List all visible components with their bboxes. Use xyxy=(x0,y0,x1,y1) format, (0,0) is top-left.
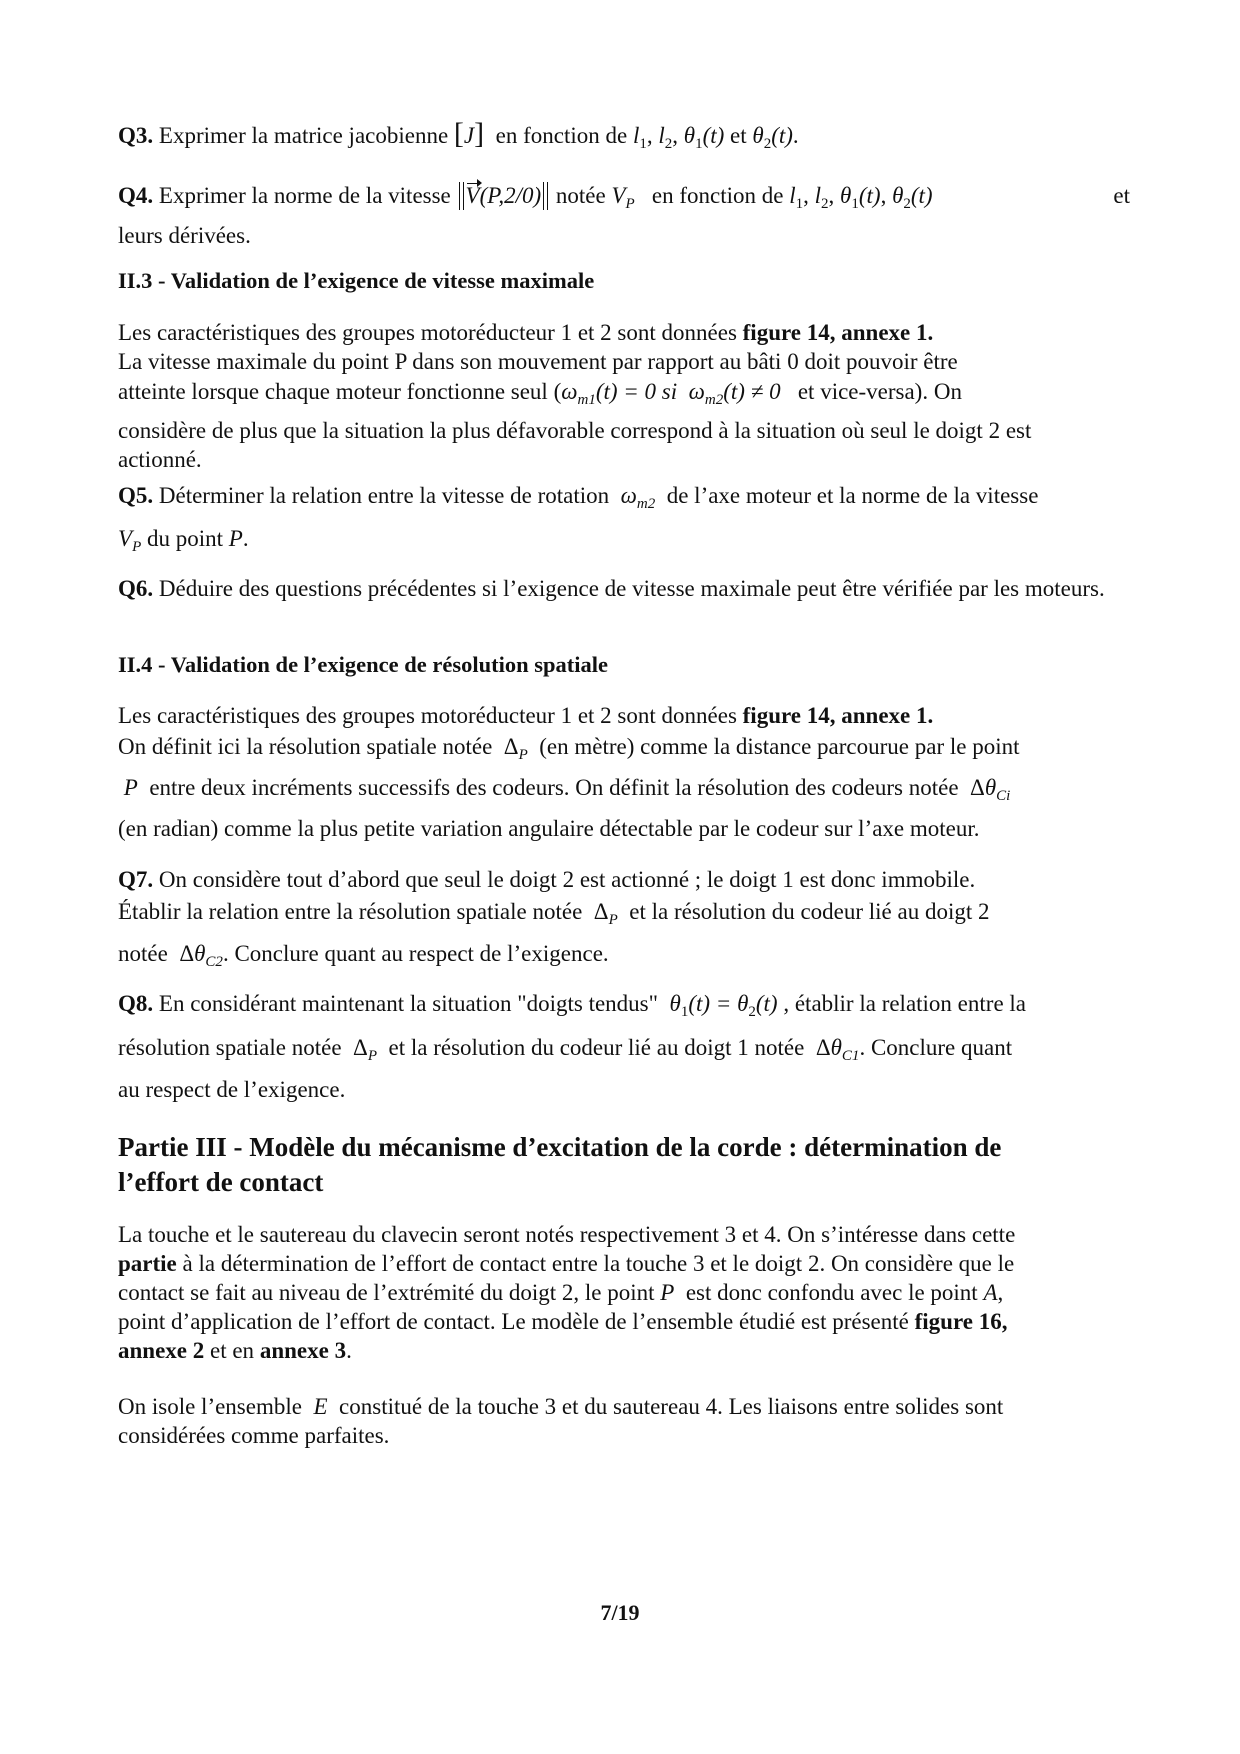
q5-text-a: Déterminer la relation entre la vitesse de rotation xyxy=(158,483,610,508)
section-2-4-title: II.4 - Validation de l’exigence de résolution spatiale xyxy=(118,652,609,677)
q3-t2: (t) xyxy=(771,123,793,148)
part-3-title-a: Partie III - Modèle du mécanisme d’excitation de la corde : détermination de xyxy=(118,1132,1002,1162)
q4-vector: V xyxy=(465,183,480,208)
paragraph-3-b: On isole l’ensemble E constitué de la touche 3 et du sautereau 4. Les liaisons entre solides sont considérées comme parfaites. xyxy=(118,1392,1130,1450)
p24-line1: Les caractéristiques des groupes motoréducteur 1 et 2 sont données xyxy=(118,703,737,728)
p3b-line2: considérées comme parfaites. xyxy=(118,1423,390,1448)
q8-label: Q8. xyxy=(118,991,154,1016)
q4-vp: V xyxy=(611,183,626,208)
q4-vec-args: (P,2/0) xyxy=(479,183,542,208)
q3-matrix: J xyxy=(463,123,475,148)
q8-line1-a: En considérant maintenant la situation "doigts tendus" xyxy=(158,991,659,1016)
p23-line5: actionné. xyxy=(118,447,202,472)
p3b-line1-a: On isole l’ensemble xyxy=(118,1394,302,1419)
p3a-line5-bold-c: annexe 3 xyxy=(259,1338,347,1363)
question-q3: Q3. Exprimer la matrice jacobienne [J] en fonction de $l_1$, $l_2$, $\theta_1(t)$ et $\theta_2(t)$. xyxy=(118,117,799,152)
q8-line1-b: , établir la relation entre la xyxy=(783,991,1027,1016)
p23-line3-b: et vice-versa). On xyxy=(797,379,962,404)
p24-line2-a: On définit ici la résolution spatiale notée xyxy=(118,734,493,759)
q4-line2: leurs dérivées. xyxy=(118,223,251,248)
q3-label: Q3. xyxy=(118,123,154,148)
q5-end: . xyxy=(242,526,249,551)
p3a-line5-end: . xyxy=(346,1338,352,1363)
q5-line2: du point xyxy=(146,526,224,551)
q4-text-c: en fonction de xyxy=(651,183,784,208)
p24-line3: entre deux incréments successifs des codeurs. On définit la résolution des codeurs notée xyxy=(149,775,959,800)
q5-text-b: de l’axe moteur et la norme de la vitesse xyxy=(666,483,1039,508)
q7-line2-b: et la résolution du codeur lié au doigt 2 xyxy=(629,899,990,924)
q4-and: et xyxy=(1113,183,1130,208)
q3-and: et xyxy=(730,123,747,148)
p23-line4: considère de plus que la situation la plus défavorable correspond à la situation où seul le doigt 2 est xyxy=(118,418,1032,443)
page-number: 7/19 xyxy=(600,1600,640,1625)
part-3-title-b: l’effort de contact xyxy=(118,1167,324,1197)
q3-end: . xyxy=(792,123,799,148)
p23-line3-a: atteinte lorsque chaque moteur fonctionne seul ( xyxy=(118,379,562,404)
p23-line1-bold: figure 14, annexe 1. xyxy=(742,320,934,345)
q7-line3-a: notée xyxy=(118,941,168,966)
q4-label: Q4. xyxy=(118,183,154,208)
p24-line1-bold: figure 14, annexe 1. xyxy=(742,703,934,728)
q3-l1: l xyxy=(632,123,640,148)
p24-line2-b: (en mètre) comme la distance parcourue par le point xyxy=(539,734,1020,759)
q4-text-b: notée xyxy=(555,183,606,208)
q3-text-b: en fonction de xyxy=(495,123,628,148)
q7-line1: On considère tout d’abord que seul le doigt 2 est actionné ; le doigt 1 est donc immobile. xyxy=(158,867,976,892)
p23-line2: La vitesse maximale du point P dans son mouvement par rapport au bâti 0 doit pouvoir être xyxy=(118,349,958,374)
q3-l2: l xyxy=(658,123,665,148)
question-q6 xyxy=(118,574,1130,603)
question-q5: Q5. Déterminer la relation entre la vitesse de rotation $\omega_{m2}$ de l’axe moteur et la norme de la vitesse $V_P$ du point P. xyxy=(118,483,1039,555)
q6-label: Q6. xyxy=(118,576,154,601)
q8-line2-c: . Conclure quant xyxy=(859,1035,1013,1060)
p3a-line1: La touche et le sautereau du clavecin seront notés respectivement 3 et 4. On s’intéresse dans cette xyxy=(118,1222,1016,1247)
q7-line3-b: . Conclure quant au respect de l’exigence. xyxy=(222,941,609,966)
paragraph-3-a: La touche et le sautereau du clavecin seront notés respectivement 3 et 4. On s’intéresse dans cette partie à la détermination de l’effort de contact entre la touche 3 et le doigt 2. On considère que le contact se fait au niveau de l’extrémité du doigt 2, le point P est donc confondu avec le point A, point d’application de l’effort de contact. Le modèle de l’ensemble étudié est présenté figure 16, annexe 2 et en annexe 3. xyxy=(118,1220,1130,1365)
p3a-line4-a: point d’application de l’effort de contact. Le modèle de l’ensemble étudié est présenté xyxy=(118,1309,909,1334)
p3a-line2: à la détermination de l’effort de contact entre la touche 3 et le doigt 2. On considère que le xyxy=(182,1251,1015,1276)
question-q7: Q7. On considère tout d’abord que seul le doigt 2 est actionné ; le doigt 1 est donc immobile. Établir la relation entre la résolution spatiale notée $\Delta_P$ et la résolution du codeur lié au doigt 2 notée $\Delta\theta_{C2}$. Conclure quant au respect de l’exigence. xyxy=(118,867,990,970)
p23-line1: Les caractéristiques des groupes motoréducteur 1 et 2 sont données xyxy=(118,320,737,345)
question-q4: Q4. Exprimer la norme de la vitesse V(P,2/0) notée $V_P$ en fonction de $l_1$, $l_2$, $\theta_1(t)$, $\theta_2(t)$ et leurs dérivées. xyxy=(118,176,1130,251)
q3-text-a: Exprimer la matrice jacobienne xyxy=(158,123,449,148)
q7-line2-a: Établir la relation entre la résolution spatiale notée xyxy=(118,899,583,924)
section-heading-2-3 xyxy=(118,266,1130,296)
paragraph-2-3: Les caractéristiques des groupes motoréducteur 1 et 2 sont données figure 14, annexe 1. La vitesse maximale du point P dans son mouvement par rapport au bâti 0 doit pouvoir être atteinte lorsque chaque moteur fonctionne seul ($\omega_{m1}(t) = 0$ si $\omega_{m2}(t) \ne 0$ et vice-versa). On considère de plus que la situation la plus défavorable correspond à la situation où seul le doigt 2 est actionné. xyxy=(118,318,1130,474)
q3-theta2: θ xyxy=(752,123,764,148)
q8-line2-a: résolution spatiale notée xyxy=(118,1035,342,1060)
q8-line2-b: et la résolution du codeur lié au doigt 1 notée xyxy=(388,1035,805,1060)
p3a-line3-b: est donc confondu avec le point xyxy=(685,1280,978,1305)
p23-omega1: ω xyxy=(561,379,578,404)
paragraph-2-4: Les caractéristiques des groupes motoréducteur 1 et 2 sont données figure 14, annexe 1. On définit ici la résolution spatiale notée $\Delta_P$ (en mètre) comme la distance parcourue par le point P entre deux incréments successifs des codeurs. On définit la résolution des codeurs notée $\Delta\theta_{Ci}$ (en radian) comme la plus petite variation angulaire détectable par le codeur sur l’axe moteur. xyxy=(118,700,1130,844)
p3a-line2-bold: partie xyxy=(118,1251,177,1276)
section-heading-2-4 xyxy=(118,650,1130,680)
section-2-3-title: II.3 - Validation de l’exigence de vitesse maximale xyxy=(118,268,595,293)
q3-t1: (t) xyxy=(702,123,725,148)
part-3-heading xyxy=(118,1130,1130,1200)
p23-cond2: (t) ≠ 0 xyxy=(723,379,781,404)
p23-omega2: ω xyxy=(688,379,705,404)
p3a-line5-bold-a: annexe 2 xyxy=(118,1338,205,1363)
q6-text: Déduire des questions précédentes si l’exigence de vitesse maximale peut être vérifiée par les moteurs. xyxy=(158,576,1105,601)
question-q8: Q8. En considérant maintenant la situation "doigts tendus" $\theta_1(t) = \theta_2(t)$ , établir la relation entre la résolution spatiale notée $\Delta_P$ et la résolution du codeur lié au doigt 1 notée $\Delta\theta_{C1}$. Conclure quant au respect de l’exigence. xyxy=(118,986,1130,1105)
p3a-line5-b: et en xyxy=(210,1338,255,1363)
q7-label: Q7. xyxy=(118,867,154,892)
q3-theta1: θ xyxy=(683,123,696,148)
p3a-line4-bold: figure 16, xyxy=(914,1309,1008,1334)
q5-label: Q5. xyxy=(118,483,154,508)
q5-p: P xyxy=(228,526,243,551)
p24-line4: (en radian) comme la plus petite variation angulaire détectable par le codeur sur l’axe moteur. xyxy=(118,816,980,841)
p3a-line3-a: contact se fait au niveau de l’extrémité du doigt 2, le point xyxy=(118,1280,655,1305)
p3b-line1-b: constitué de la touche 3 et du sautereau 4. Les liaisons entre solides sont xyxy=(339,1394,1004,1419)
q4-text-a: Exprimer la norme de la vitesse xyxy=(158,183,451,208)
q8-line3: au respect de l’exigence. xyxy=(118,1077,346,1102)
p23-cond1: (t) = 0 si xyxy=(595,379,678,404)
